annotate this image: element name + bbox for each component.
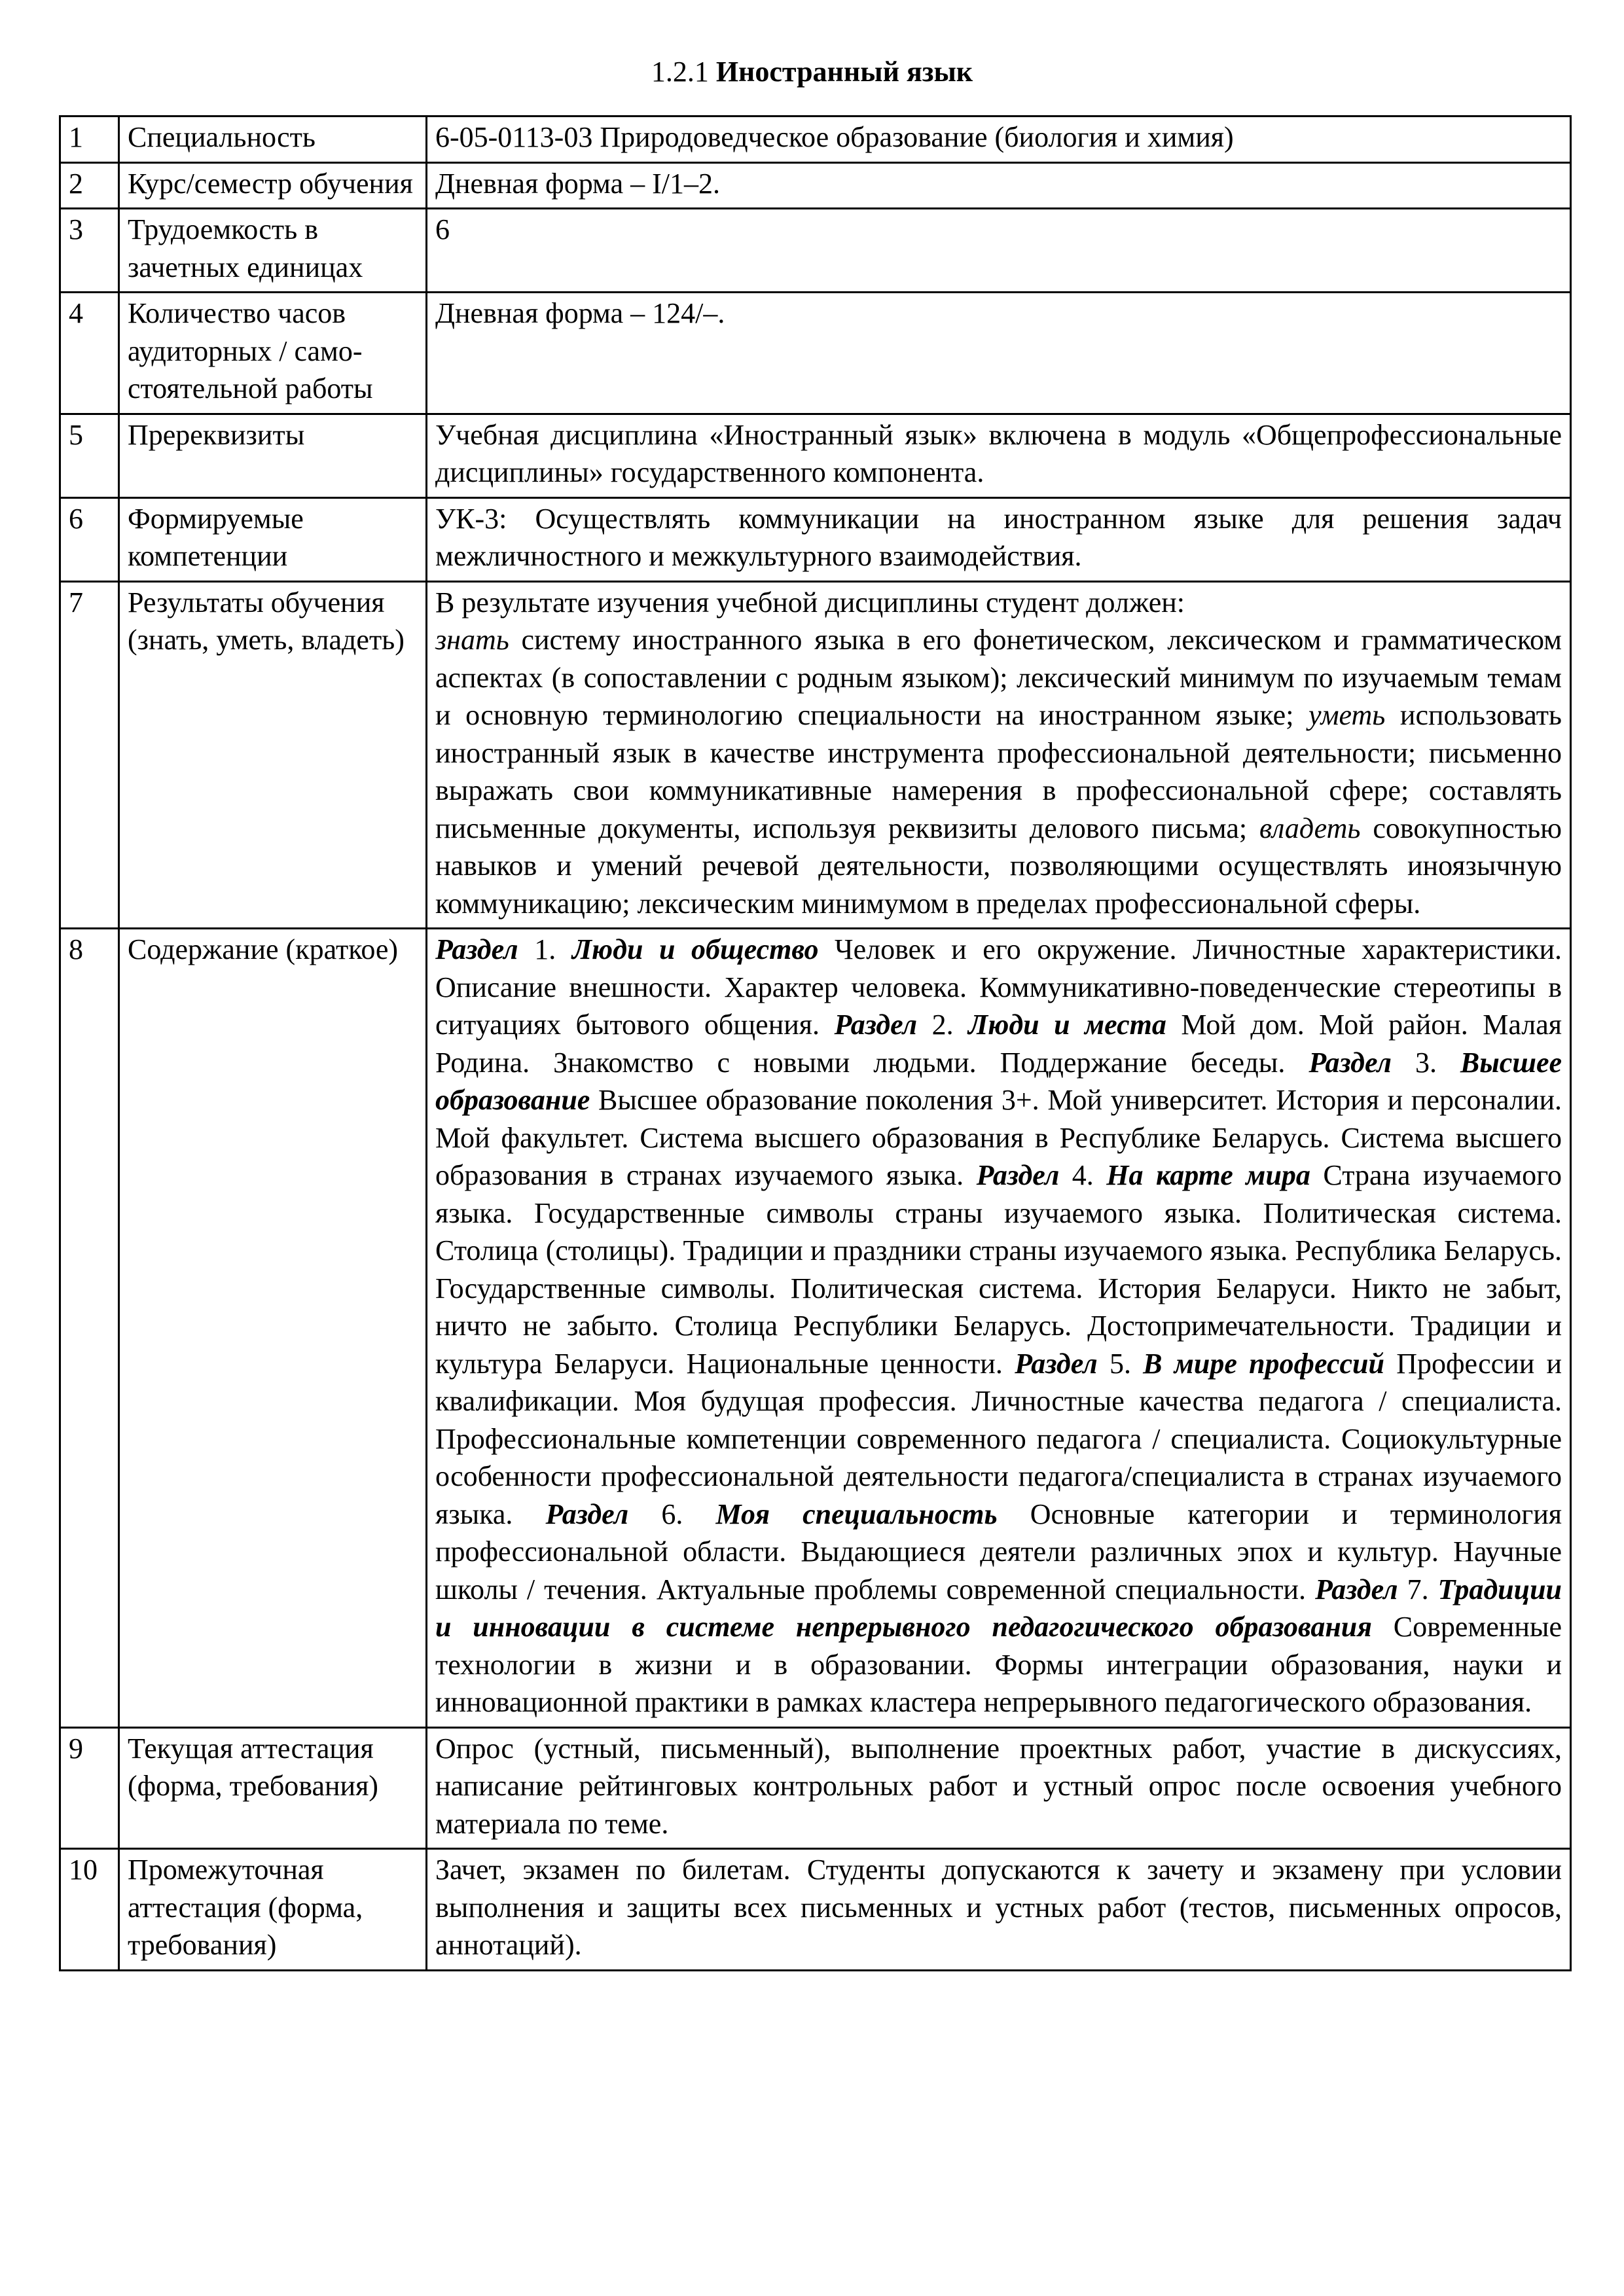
section-text: Человек и его окружение. Личностные характеристики. Описание внешности. Характер человека. Коммуникативно-поведенческие стереотипы в ситуациях бытового общения. bbox=[435, 933, 1562, 1041]
master-label: владеть bbox=[1259, 812, 1361, 844]
row-label: Формируемые компетенции bbox=[119, 497, 427, 581]
section-word: Раздел bbox=[1015, 1347, 1098, 1380]
section-word: Раздел bbox=[1314, 1573, 1398, 1605]
table-row bbox=[60, 1727, 1571, 1849]
row-number: 1 bbox=[60, 117, 119, 163]
table-row bbox=[60, 293, 1571, 414]
section-text: Мой дом. Мой район. Малая Родина. Знакомство с новыми людьми. Поддержание беседы. bbox=[435, 1009, 1562, 1079]
section-text: Страна изучаемого языка. Государственные символы страны изучаемого языка. Политическая система. Столица (столицы). Традиции и праздники страны изучаемого языка. Республика Беларусь. Государственные символы. Политическая система. История Беларуси. Никто не забыт, ничто не забыто. Столица Республики Беларусь. Достопримечательности. Традиции и культура Беларуси. Национальные ценности. bbox=[435, 1159, 1562, 1380]
table-row bbox=[60, 414, 1571, 497]
row-label: Количество часов аудиторных / само-стоятельной работы bbox=[119, 293, 427, 414]
row-value: Дневная форма – 124/–. bbox=[427, 293, 1571, 414]
row-value: Опрос (устный, письменный), выполнение проектных работ, участие в дискуссиях, написание рейтинговых контрольных работ и устный опрос после освоения учебного материала по теме. bbox=[427, 1727, 1571, 1849]
row-label: Содержание (краткое) bbox=[119, 929, 427, 1728]
title-number: 1.2.1 bbox=[651, 56, 709, 88]
table-row bbox=[60, 117, 1571, 163]
row-number: 6 bbox=[60, 497, 119, 581]
row-number: 4 bbox=[60, 293, 119, 414]
table-row bbox=[60, 1849, 1571, 1971]
title-name: Иностранный язык bbox=[715, 56, 973, 88]
table-row bbox=[60, 929, 1571, 1728]
section-title: Люди и общество bbox=[571, 933, 819, 965]
table-row bbox=[60, 581, 1571, 929]
row-label: Курс/семестр обучения bbox=[119, 162, 427, 209]
section-word: Раздел bbox=[435, 933, 518, 965]
row-number: 7 bbox=[60, 581, 119, 929]
row-label: Трудоемкость в зачетных единицах bbox=[119, 209, 427, 293]
row-label: Текущая аттестация (форма, требования) bbox=[119, 1727, 427, 1849]
row-label: Специальность bbox=[119, 117, 427, 163]
outcomes-intro: В результате изучения учебной дисциплины студент должен: bbox=[435, 586, 1185, 619]
table-row bbox=[60, 162, 1571, 209]
row-number: 5 bbox=[60, 414, 119, 497]
row-number: 2 bbox=[60, 162, 119, 209]
section-title: Моя специальность bbox=[715, 1498, 998, 1530]
section-title: На карте мира bbox=[1106, 1159, 1310, 1191]
section-number: 2. bbox=[931, 1009, 954, 1041]
row-label: Результаты обучения (знать, уметь, владеть) bbox=[119, 581, 427, 929]
section-title: Высшее образование bbox=[435, 1046, 1562, 1116]
section-number: 1. bbox=[534, 933, 556, 965]
section-word: Раздел bbox=[1308, 1046, 1392, 1079]
know-label: знать bbox=[435, 624, 509, 656]
table-row bbox=[60, 497, 1571, 581]
row-value: Дневная форма – I/1–2. bbox=[427, 162, 1571, 209]
section-number: 3. bbox=[1415, 1046, 1437, 1079]
page-title bbox=[0, 54, 1624, 90]
table-row bbox=[60, 209, 1571, 293]
row-value: 6 bbox=[427, 209, 1571, 293]
row-value: Зачет, экзамен по билетам. Студенты допускаются к зачету и экзамену при условии выполнения и защиты всех письменных и устных работ (тестов, письменных опросов, аннотаций). bbox=[427, 1849, 1571, 1971]
row-number: 9 bbox=[60, 1727, 119, 1849]
content-summary bbox=[427, 929, 1571, 1728]
row-number: 8 bbox=[60, 929, 119, 1728]
section-text: Высшее образование поколения 3+. Мой университет. История и персоналии. Мой факультет. Система высшего образования в Республике Беларусь. Система высшего образования в странах изучаемого языка. bbox=[435, 1084, 1562, 1191]
section-text: Современные технологии в жизни и в образовании. Формы интеграции образования, науки и инновационной практики в рамках кластера непрерывного педагогического образования. bbox=[435, 1611, 1562, 1718]
section-word: Раздел bbox=[976, 1159, 1060, 1191]
section-title: Люди и места bbox=[968, 1009, 1166, 1041]
row-value: Учебная дисциплина «Иностранный язык» включена в модуль «Общепрофессиональные дисциплины» государственного компонента. bbox=[427, 414, 1571, 497]
section-number: 4. bbox=[1072, 1159, 1094, 1191]
section-title: В мире профессий bbox=[1143, 1347, 1384, 1380]
can-label: уметь bbox=[1308, 699, 1386, 731]
row-value: УК-3: Осуществлять коммуникации на иностранном языке для решения задач межличностного и межкультурного взаимодействия. bbox=[427, 497, 1571, 581]
section-number: 7. bbox=[1407, 1573, 1429, 1605]
row-label: Пререквизиты bbox=[119, 414, 427, 497]
know-text: систему иностранного языка в его фонетическом, лексическом и грамматическом аспектах (в сопоставлении с родным языком); лексический минимум по изучаемым темам и основную терминологию специальности на иностранном языке; bbox=[435, 624, 1562, 731]
section-word: Раздел bbox=[834, 1009, 918, 1041]
section-word: Раздел bbox=[545, 1498, 629, 1530]
section-title: Традиции и инновации в системе непрерывного педагогического образования bbox=[435, 1573, 1562, 1643]
row-number: 10 bbox=[60, 1849, 119, 1971]
syllabus-table bbox=[59, 115, 1572, 1971]
row-value: 6-05-0113-03 Природоведческое образование (биология и химия) bbox=[427, 117, 1571, 163]
row-number: 3 bbox=[60, 209, 119, 293]
section-text: Профессии и квалификации. Моя будущая профессия. Личностные качества педагога / специалиста. Профессиональные компетенции современного педагога / специалиста. Социокультурные особенности профессиональной деятельности педагога/специалиста в странах изучаемого языка. bbox=[435, 1347, 1562, 1530]
row-label: Промежуточная аттестация (форма, требования) bbox=[119, 1849, 427, 1971]
can-text: использовать иностранный язык в качестве инструмента профессиональной деятельности; письменно выражать свои коммуникативные намерения в профессиональной сфере; составлять письменные документы, используя реквизиты делового письма; bbox=[435, 699, 1562, 844]
learning-outcomes bbox=[427, 581, 1571, 929]
master-text: совокупностью навыков и умений речевой деятельности, позволяющими осуществлять иноязычную коммуникацию; лексическим минимумом в пределах профессиональной сферы. bbox=[435, 812, 1562, 920]
section-number: 5. bbox=[1109, 1347, 1131, 1380]
section-text: Основные категории и терминология профессиональной области. Выдающиеся деятели различных эпох и культур. Научные школы / течения. Актуальные проблемы современной специальности. bbox=[435, 1498, 1562, 1605]
section-number: 6. bbox=[661, 1498, 683, 1530]
